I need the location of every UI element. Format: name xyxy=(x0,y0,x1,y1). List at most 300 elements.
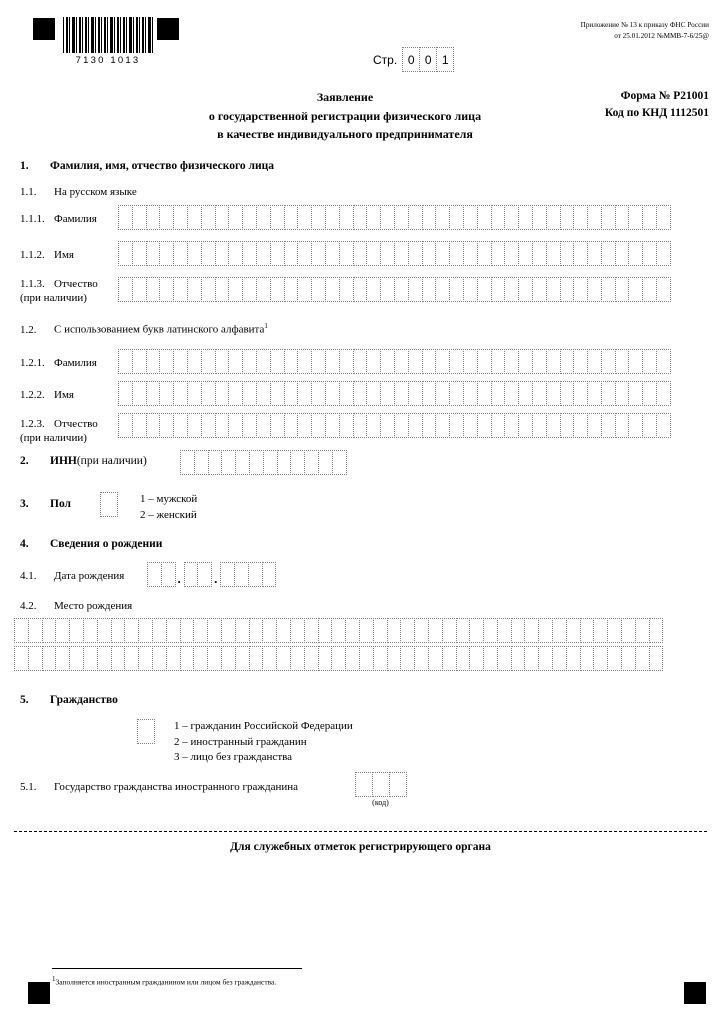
birthplace-cell[interactable] xyxy=(318,646,333,671)
patronymic-ru-cell[interactable] xyxy=(422,277,437,302)
patronymic-latin-cell[interactable] xyxy=(215,413,230,438)
surname-latin-cell[interactable] xyxy=(256,349,271,374)
firstname-latin-cell[interactable] xyxy=(477,381,492,406)
birthplace-cell[interactable] xyxy=(290,646,305,671)
birthplace-cell[interactable] xyxy=(373,618,388,643)
firstname-latin-cell[interactable] xyxy=(146,381,161,406)
patronymic-ru-cell[interactable] xyxy=(628,277,643,302)
birthplace-cell[interactable] xyxy=(428,618,443,643)
surname-latin-cell[interactable] xyxy=(173,349,188,374)
patronymic-latin-cell[interactable] xyxy=(463,413,478,438)
firstname-ru-cell[interactable] xyxy=(615,241,630,266)
birthplace-cell[interactable] xyxy=(249,618,264,643)
firstname-ru-cell[interactable] xyxy=(422,241,437,266)
birthplace-cell[interactable] xyxy=(373,646,388,671)
surname-ru-cell[interactable] xyxy=(546,205,561,230)
birthdate-month-cell[interactable] xyxy=(184,562,199,587)
birthdate-day-cell[interactable] xyxy=(147,562,162,587)
surname-latin-cell[interactable] xyxy=(518,349,533,374)
patronymic-latin-cell[interactable] xyxy=(311,413,326,438)
firstname-ru-cell[interactable] xyxy=(311,241,326,266)
patronymic-latin-cell[interactable] xyxy=(159,413,174,438)
birthplace-cell[interactable] xyxy=(621,646,636,671)
firstname-latin-cell[interactable] xyxy=(311,381,326,406)
field-1-1-1-cells[interactable] xyxy=(118,205,670,230)
birthplace-cell[interactable] xyxy=(414,618,429,643)
patronymic-ru-cell[interactable] xyxy=(408,277,423,302)
patronymic-ru-cell[interactable] xyxy=(642,277,657,302)
birthplace-cell[interactable] xyxy=(249,646,264,671)
birthplace-cell[interactable] xyxy=(649,646,664,671)
firstname-ru-cell[interactable] xyxy=(642,241,657,266)
birthplace-cell[interactable] xyxy=(511,618,526,643)
surname-latin-cell[interactable] xyxy=(366,349,381,374)
surname-ru-cell[interactable] xyxy=(642,205,657,230)
patronymic-ru-cell[interactable] xyxy=(215,277,230,302)
patronymic-latin-cell[interactable] xyxy=(173,413,188,438)
birthplace-cell[interactable] xyxy=(152,618,167,643)
surname-latin-cell[interactable] xyxy=(615,349,630,374)
birthplace-cell[interactable] xyxy=(359,646,374,671)
birthplace-cell[interactable] xyxy=(331,618,346,643)
firstname-ru-cell[interactable] xyxy=(270,241,285,266)
patronymic-latin-cell[interactable] xyxy=(297,413,312,438)
patronymic-ru-cell[interactable] xyxy=(284,277,299,302)
birthplace-cell[interactable] xyxy=(166,646,181,671)
birthplace-cell[interactable] xyxy=(469,646,484,671)
patronymic-ru-cell[interactable] xyxy=(380,277,395,302)
country-code-cells[interactable] xyxy=(355,772,406,797)
firstname-ru-cell[interactable] xyxy=(297,241,312,266)
patronymic-ru-cell[interactable] xyxy=(339,277,354,302)
birthplace-cell[interactable] xyxy=(593,646,608,671)
patronymic-ru-cell[interactable] xyxy=(228,277,243,302)
birthplace-cell[interactable] xyxy=(55,646,70,671)
surname-latin-cell[interactable] xyxy=(242,349,257,374)
firstname-latin-cell[interactable] xyxy=(491,381,506,406)
field-1-2-1-cells[interactable] xyxy=(118,349,670,374)
birthplace-cell[interactable] xyxy=(262,646,277,671)
patronymic-ru-cell[interactable] xyxy=(615,277,630,302)
birthplace-cell[interactable] xyxy=(207,618,222,643)
surname-ru-cell[interactable] xyxy=(118,205,133,230)
surname-ru-cell[interactable] xyxy=(463,205,478,230)
patronymic-ru-cell[interactable] xyxy=(366,277,381,302)
inn-cell[interactable] xyxy=(332,450,347,475)
birthplace-cell[interactable] xyxy=(469,618,484,643)
patronymic-ru-cell[interactable] xyxy=(546,277,561,302)
birthplace-cell[interactable] xyxy=(55,618,70,643)
patronymic-latin-cell[interactable] xyxy=(187,413,202,438)
birthplace-cell[interactable] xyxy=(166,618,181,643)
birthplace-cell[interactable] xyxy=(262,618,277,643)
birthplace-cell[interactable] xyxy=(442,618,457,643)
inn-cell[interactable] xyxy=(263,450,278,475)
surname-ru-cell[interactable] xyxy=(297,205,312,230)
field-1-1-3-cells[interactable] xyxy=(118,277,670,302)
patronymic-latin-cell[interactable] xyxy=(560,413,575,438)
firstname-ru-cell[interactable] xyxy=(449,241,464,266)
birthplace-cell[interactable] xyxy=(97,618,112,643)
surname-latin-cell[interactable] xyxy=(504,349,519,374)
birthplace-cell[interactable] xyxy=(304,618,319,643)
birthplace-cell[interactable] xyxy=(221,618,236,643)
surname-ru-cell[interactable] xyxy=(435,205,450,230)
surname-ru-cell[interactable] xyxy=(146,205,161,230)
firstname-latin-cell[interactable] xyxy=(201,381,216,406)
birthplace-cell[interactable] xyxy=(649,618,664,643)
firstname-ru-cell[interactable] xyxy=(532,241,547,266)
surname-ru-cell[interactable] xyxy=(587,205,602,230)
birthplace-cell[interactable] xyxy=(524,618,539,643)
surname-latin-cell[interactable] xyxy=(532,349,547,374)
patronymic-ru-cell[interactable] xyxy=(560,277,575,302)
birthplace-cell[interactable] xyxy=(566,646,581,671)
surname-latin-cell[interactable] xyxy=(132,349,147,374)
firstname-latin-cell[interactable] xyxy=(642,381,657,406)
surname-latin-cell[interactable] xyxy=(353,349,368,374)
inn-cell[interactable] xyxy=(304,450,319,475)
firstname-ru-cell[interactable] xyxy=(284,241,299,266)
birthplace-cell[interactable] xyxy=(235,618,250,643)
birthplace-cell[interactable] xyxy=(387,646,402,671)
birthplace-cell[interactable] xyxy=(331,646,346,671)
inn-cell[interactable] xyxy=(208,450,223,475)
firstname-latin-cell[interactable] xyxy=(187,381,202,406)
firstname-ru-cell[interactable] xyxy=(463,241,478,266)
surname-latin-cell[interactable] xyxy=(201,349,216,374)
page-number-cells[interactable] xyxy=(402,47,453,72)
firstname-ru-cell[interactable] xyxy=(573,241,588,266)
field-birthplace-cells-row-2[interactable] xyxy=(14,646,662,671)
patronymic-latin-cell[interactable] xyxy=(353,413,368,438)
firstname-ru-cell[interactable] xyxy=(132,241,147,266)
birthplace-cell[interactable] xyxy=(635,646,650,671)
patronymic-latin-cell[interactable] xyxy=(573,413,588,438)
birthdate-month-cell[interactable] xyxy=(197,562,212,587)
surname-ru-cell[interactable] xyxy=(656,205,671,230)
surname-ru-cell[interactable] xyxy=(228,205,243,230)
birthplace-cell[interactable] xyxy=(14,618,29,643)
firstname-latin-cell[interactable] xyxy=(532,381,547,406)
firstname-ru-cell[interactable] xyxy=(435,241,450,266)
birthplace-cell[interactable] xyxy=(607,618,622,643)
patronymic-latin-cell[interactable] xyxy=(339,413,354,438)
firstname-ru-cell[interactable] xyxy=(546,241,561,266)
birthplace-cell[interactable] xyxy=(111,646,126,671)
firstname-latin-cell[interactable] xyxy=(325,381,340,406)
birthplace-cell[interactable] xyxy=(387,618,402,643)
firstname-ru-cell[interactable] xyxy=(504,241,519,266)
surname-latin-cell[interactable] xyxy=(118,349,133,374)
patronymic-ru-cell[interactable] xyxy=(173,277,188,302)
firstname-latin-cell[interactable] xyxy=(628,381,643,406)
firstname-latin-cell[interactable] xyxy=(284,381,299,406)
patronymic-latin-cell[interactable] xyxy=(270,413,285,438)
patronymic-ru-cell[interactable] xyxy=(435,277,450,302)
surname-latin-cell[interactable] xyxy=(325,349,340,374)
surname-ru-cell[interactable] xyxy=(628,205,643,230)
firstname-latin-cell[interactable] xyxy=(435,381,450,406)
surname-ru-cell[interactable] xyxy=(132,205,147,230)
surname-latin-cell[interactable] xyxy=(560,349,575,374)
patronymic-ru-cell[interactable] xyxy=(353,277,368,302)
firstname-latin-cell[interactable] xyxy=(256,381,271,406)
birthplace-cell[interactable] xyxy=(483,618,498,643)
surname-latin-cell[interactable] xyxy=(159,349,174,374)
surname-ru-cell[interactable] xyxy=(449,205,464,230)
surname-latin-cell[interactable] xyxy=(284,349,299,374)
surname-ru-cell[interactable] xyxy=(159,205,174,230)
patronymic-ru-cell[interactable] xyxy=(146,277,161,302)
surname-ru-cell[interactable] xyxy=(366,205,381,230)
birthdate-year-cell[interactable] xyxy=(262,562,277,587)
firstname-latin-cell[interactable] xyxy=(449,381,464,406)
surname-ru-cell[interactable] xyxy=(615,205,630,230)
firstname-ru-cell[interactable] xyxy=(628,241,643,266)
surname-latin-cell[interactable] xyxy=(311,349,326,374)
patronymic-ru-cell[interactable] xyxy=(449,277,464,302)
firstname-latin-cell[interactable] xyxy=(339,381,354,406)
firstname-ru-cell[interactable] xyxy=(601,241,616,266)
patronymic-latin-cell[interactable] xyxy=(366,413,381,438)
patronymic-ru-cell[interactable] xyxy=(201,277,216,302)
birthdate-year-cell[interactable] xyxy=(220,562,235,587)
birthplace-cell[interactable] xyxy=(511,646,526,671)
inn-cell[interactable] xyxy=(221,450,236,475)
patronymic-latin-cell[interactable] xyxy=(491,413,506,438)
birthplace-cell[interactable] xyxy=(83,646,98,671)
surname-ru-cell[interactable] xyxy=(284,205,299,230)
surname-ru-cell[interactable] xyxy=(491,205,506,230)
field-1-2-2-cells[interactable] xyxy=(118,381,670,406)
birthplace-cell[interactable] xyxy=(207,646,222,671)
firstname-latin-cell[interactable] xyxy=(546,381,561,406)
firstname-latin-cell[interactable] xyxy=(215,381,230,406)
firstname-latin-cell[interactable] xyxy=(394,381,409,406)
patronymic-ru-cell[interactable] xyxy=(132,277,147,302)
surname-latin-cell[interactable] xyxy=(546,349,561,374)
birthdate-year-cell[interactable] xyxy=(234,562,249,587)
patronymic-latin-cell[interactable] xyxy=(546,413,561,438)
surname-latin-cell[interactable] xyxy=(587,349,602,374)
firstname-ru-cell[interactable] xyxy=(256,241,271,266)
birthplace-cell[interactable] xyxy=(42,646,57,671)
firstname-latin-cell[interactable] xyxy=(408,381,423,406)
surname-ru-cell[interactable] xyxy=(353,205,368,230)
surname-latin-cell[interactable] xyxy=(228,349,243,374)
gender-cell[interactable] xyxy=(100,492,118,517)
birthplace-cell[interactable] xyxy=(414,646,429,671)
patronymic-latin-cell[interactable] xyxy=(449,413,464,438)
patronymic-ru-cell[interactable] xyxy=(394,277,409,302)
field-1-2-3-cells[interactable] xyxy=(118,413,670,438)
firstname-latin-cell[interactable] xyxy=(228,381,243,406)
firstname-ru-cell[interactable] xyxy=(242,241,257,266)
firstname-ru-cell[interactable] xyxy=(173,241,188,266)
birthplace-cell[interactable] xyxy=(442,646,457,671)
surname-ru-cell[interactable] xyxy=(477,205,492,230)
birthplace-cell[interactable] xyxy=(124,618,139,643)
inn-cell[interactable] xyxy=(290,450,305,475)
firstname-ru-cell[interactable] xyxy=(587,241,602,266)
page-number-cell[interactable]: 0 xyxy=(419,47,437,72)
firstname-ru-cell[interactable] xyxy=(118,241,133,266)
surname-ru-cell[interactable] xyxy=(601,205,616,230)
birthplace-cell[interactable] xyxy=(318,618,333,643)
surname-latin-cell[interactable] xyxy=(573,349,588,374)
country-code-cell[interactable] xyxy=(372,772,390,797)
firstname-latin-cell[interactable] xyxy=(380,381,395,406)
page-number-cell[interactable]: 1 xyxy=(436,47,454,72)
surname-ru-cell[interactable] xyxy=(256,205,271,230)
patronymic-ru-cell[interactable] xyxy=(601,277,616,302)
firstname-latin-cell[interactable] xyxy=(560,381,575,406)
patronymic-latin-cell[interactable] xyxy=(146,413,161,438)
birthplace-cell[interactable] xyxy=(304,646,319,671)
field-citizenship-cell[interactable] xyxy=(137,719,154,744)
birthplace-cell[interactable] xyxy=(456,618,471,643)
patronymic-ru-cell[interactable] xyxy=(187,277,202,302)
patronymic-latin-cell[interactable] xyxy=(532,413,547,438)
birthplace-cell[interactable] xyxy=(193,646,208,671)
patronymic-ru-cell[interactable] xyxy=(573,277,588,302)
inn-cell[interactable] xyxy=(318,450,333,475)
birthplace-cell[interactable] xyxy=(497,646,512,671)
birthplace-cell[interactable] xyxy=(111,618,126,643)
patronymic-ru-cell[interactable] xyxy=(532,277,547,302)
firstname-ru-cell[interactable] xyxy=(477,241,492,266)
firstname-ru-cell[interactable] xyxy=(560,241,575,266)
birthdate-day-cell[interactable] xyxy=(161,562,176,587)
firstname-ru-cell[interactable] xyxy=(394,241,409,266)
patronymic-latin-cell[interactable] xyxy=(132,413,147,438)
birthplace-cell[interactable] xyxy=(28,618,43,643)
surname-latin-cell[interactable] xyxy=(656,349,671,374)
patronymic-latin-cell[interactable] xyxy=(642,413,657,438)
surname-latin-cell[interactable] xyxy=(408,349,423,374)
surname-ru-cell[interactable] xyxy=(187,205,202,230)
patronymic-latin-cell[interactable] xyxy=(435,413,450,438)
surname-latin-cell[interactable] xyxy=(491,349,506,374)
birthplace-cell[interactable] xyxy=(566,618,581,643)
birthplace-cell[interactable] xyxy=(180,646,195,671)
patronymic-ru-cell[interactable] xyxy=(256,277,271,302)
birthplace-cell[interactable] xyxy=(538,618,553,643)
inn-cell[interactable] xyxy=(277,450,292,475)
page-number-cell[interactable]: 0 xyxy=(402,47,420,72)
birthplace-cell[interactable] xyxy=(456,646,471,671)
firstname-ru-cell[interactable] xyxy=(408,241,423,266)
country-code-cell[interactable] xyxy=(355,772,373,797)
inn-cell[interactable] xyxy=(235,450,250,475)
firstname-latin-cell[interactable] xyxy=(353,381,368,406)
firstname-latin-cell[interactable] xyxy=(173,381,188,406)
surname-ru-cell[interactable] xyxy=(394,205,409,230)
birthplace-cell[interactable] xyxy=(359,618,374,643)
surname-latin-cell[interactable] xyxy=(628,349,643,374)
birthplace-cell[interactable] xyxy=(97,646,112,671)
birthplace-cell[interactable] xyxy=(138,618,153,643)
surname-ru-cell[interactable] xyxy=(215,205,230,230)
patronymic-ru-cell[interactable] xyxy=(242,277,257,302)
birthplace-cell[interactable] xyxy=(69,646,84,671)
firstname-ru-cell[interactable] xyxy=(215,241,230,266)
birthplace-cell[interactable] xyxy=(428,646,443,671)
firstname-ru-cell[interactable] xyxy=(339,241,354,266)
surname-ru-cell[interactable] xyxy=(270,205,285,230)
patronymic-ru-cell[interactable] xyxy=(311,277,326,302)
firstname-latin-cell[interactable] xyxy=(242,381,257,406)
firstname-ru-cell[interactable] xyxy=(201,241,216,266)
inn-cell[interactable] xyxy=(180,450,195,475)
field-gender-cell[interactable] xyxy=(100,492,117,517)
birthplace-cell[interactable] xyxy=(42,618,57,643)
surname-latin-cell[interactable] xyxy=(601,349,616,374)
surname-ru-cell[interactable] xyxy=(518,205,533,230)
inn-cell[interactable] xyxy=(249,450,264,475)
birthplace-cell[interactable] xyxy=(83,618,98,643)
firstname-ru-cell[interactable] xyxy=(228,241,243,266)
patronymic-latin-cell[interactable] xyxy=(380,413,395,438)
patronymic-latin-cell[interactable] xyxy=(601,413,616,438)
patronymic-latin-cell[interactable] xyxy=(518,413,533,438)
birthplace-cell[interactable] xyxy=(152,646,167,671)
birthplace-cell[interactable] xyxy=(400,646,415,671)
birthplace-cell[interactable] xyxy=(124,646,139,671)
patronymic-latin-cell[interactable] xyxy=(325,413,340,438)
birthdate-year-cell[interactable] xyxy=(248,562,263,587)
patronymic-latin-cell[interactable] xyxy=(477,413,492,438)
birthplace-cell[interactable] xyxy=(345,618,360,643)
birthplace-cell[interactable] xyxy=(400,618,415,643)
field-birthdate-cells[interactable] xyxy=(147,562,275,587)
firstname-ru-cell[interactable] xyxy=(380,241,395,266)
birthplace-cell[interactable] xyxy=(538,646,553,671)
surname-ru-cell[interactable] xyxy=(504,205,519,230)
surname-ru-cell[interactable] xyxy=(201,205,216,230)
patronymic-ru-cell[interactable] xyxy=(159,277,174,302)
firstname-ru-cell[interactable] xyxy=(366,241,381,266)
surname-ru-cell[interactable] xyxy=(573,205,588,230)
patronymic-latin-cell[interactable] xyxy=(615,413,630,438)
firstname-ru-cell[interactable] xyxy=(325,241,340,266)
firstname-ru-cell[interactable] xyxy=(656,241,671,266)
field-inn-cells[interactable] xyxy=(180,450,346,475)
birthplace-cell[interactable] xyxy=(221,646,236,671)
surname-latin-cell[interactable] xyxy=(422,349,437,374)
firstname-ru-cell[interactable] xyxy=(159,241,174,266)
patronymic-ru-cell[interactable] xyxy=(518,277,533,302)
birthplace-cell[interactable] xyxy=(524,646,539,671)
field-birthplace-cells-row-1[interactable] xyxy=(14,618,662,643)
surname-latin-cell[interactable] xyxy=(463,349,478,374)
inn-cell[interactable] xyxy=(194,450,209,475)
firstname-latin-cell[interactable] xyxy=(518,381,533,406)
surname-ru-cell[interactable] xyxy=(380,205,395,230)
firstname-ru-cell[interactable] xyxy=(187,241,202,266)
firstname-latin-cell[interactable] xyxy=(504,381,519,406)
birthplace-cell[interactable] xyxy=(483,646,498,671)
patronymic-ru-cell[interactable] xyxy=(504,277,519,302)
birthplace-cell[interactable] xyxy=(290,618,305,643)
surname-latin-cell[interactable] xyxy=(215,349,230,374)
birthplace-cell[interactable] xyxy=(28,646,43,671)
patronymic-latin-cell[interactable] xyxy=(284,413,299,438)
patronymic-latin-cell[interactable] xyxy=(628,413,643,438)
birthplace-cell[interactable] xyxy=(552,618,567,643)
birthplace-cell[interactable] xyxy=(593,618,608,643)
